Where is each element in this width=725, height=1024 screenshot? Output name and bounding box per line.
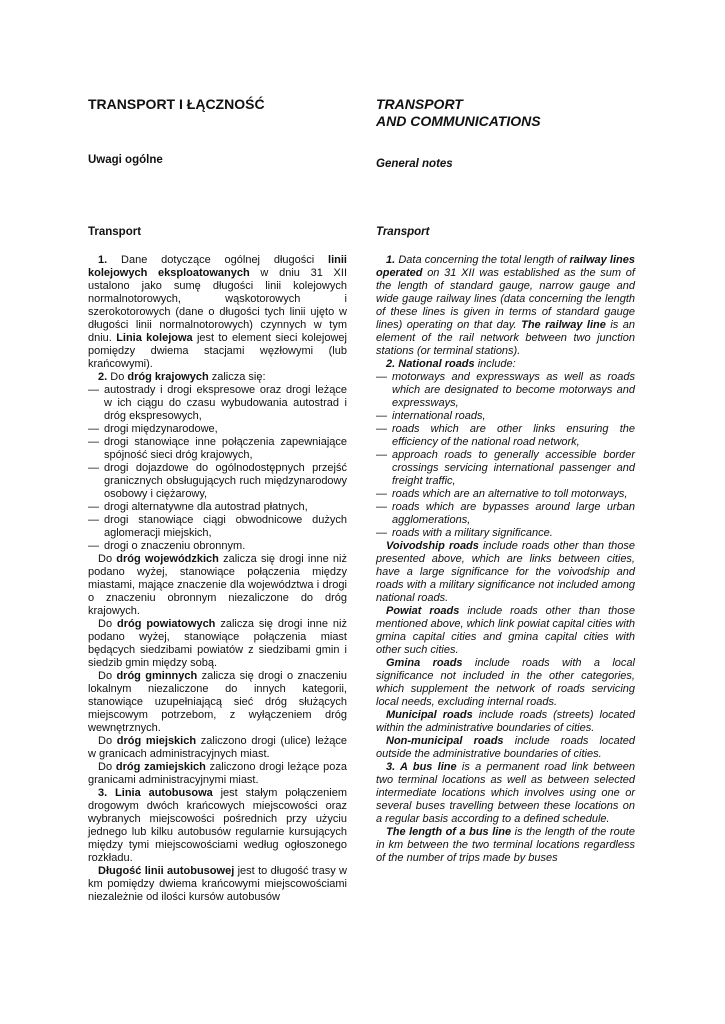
section-heading-en: Transport <box>376 226 430 238</box>
paragraph-railway-pl: 1. Dane dotyczące ogólnej długości linii kolejowych eksploatowanych w dniu 31 XII ustalono jako sumę długości linii kolejowych normalnotorowych, wąskotorowych i szerokotorowych (dane o długości tych linii ujęto w długości linii normalnotorowych) czynnych w tym dniu. Linia kolejowa jest to element sieci kolejowej pomiędzy dwiema stacjami węzłowymi (lub krańcowymi). <box>88 254 347 370</box>
list-item: — autostrady i drogi ekspresowe oraz drogi leżące w ich ciągu do czasu wybudowania autostrad i dróg ekspresowych, <box>88 384 347 422</box>
page-title-pl: TRANSPORT I ŁĄCZNOŚĆ <box>88 96 265 112</box>
title-line-2: AND COMMUNICATIONS <box>376 113 541 129</box>
list-item: — drogi dojazdowe do ogólnodostępnych przejść granicznych obsługujących ruch międzynarodowy osobowy i ciężarowy, <box>88 462 347 500</box>
national-roads-list-pl <box>88 384 347 553</box>
english-column <box>376 96 636 864</box>
list-item: — drogi o znaczeniu obronnym. <box>88 540 246 552</box>
list-item: — roads with a military significance. <box>376 527 553 539</box>
page-title-en <box>376 96 635 130</box>
list-item: — roads which are an alternative to toll motorways, <box>376 488 628 500</box>
polish-column <box>88 96 347 903</box>
paragraph-national-roads-en: 2. National roads include: <box>386 358 516 370</box>
paragraph-non-municipal-roads-pl: Do dróg zamiejskich zaliczono drogi leżące poza granicami administracyjnymi miast. <box>88 761 347 786</box>
list-item: — roads which are other links ensuring the efficiency of the national road network, <box>376 423 635 448</box>
paragraph-bus-line-length-pl: Długość linii autobusowej jest to długość trasy w km pomiędzy dwiema krańcowymi miejscowościami niezależnie od ilości kursów autobusów <box>88 865 347 903</box>
paragraph-bus-line-length-en: The length of a bus line is the length of the route in km between the two terminal locations regardless of the number of trips made by buses <box>376 826 635 864</box>
paragraph-gmina-roads-pl: Do dróg gminnych zalicza się drogi o znaczeniu lokalnym niezaliczone do innych kategorii, stanowiące uzupełniającą sieć dróg służących miejscowym potrzebom, z wyłączeniem dróg wewnętrznych. <box>88 670 347 734</box>
paragraph-powiat-roads-pl: Do dróg powiatowych zalicza się drogi inne niż podano wyżej, stanowiące połączenia miast będących siedzibami powiatów z siedzibami gmin i siedzib gmin między sobą. <box>88 618 347 669</box>
title-line-1: TRANSPORT <box>376 96 463 112</box>
paragraph-national-roads-pl: 2. Do dróg krajowych zalicza się: <box>98 371 266 383</box>
list-item: — drogi alternatywne dla autostrad płatnych, <box>88 501 308 513</box>
list-item: — roads which are bypasses around large urban agglomerations, <box>376 501 635 526</box>
list-item: — drogi stanowiące inne połączenia zapewniające spójność sieci dróg krajowych, <box>88 436 347 461</box>
general-notes-heading-en: General notes <box>376 158 453 170</box>
paragraph-gmina-roads-en: Gmina roads include roads with a local significance not included in the other categories, which supplement the network of roads servicing local needs, excluding internal roads. <box>376 657 635 708</box>
list-item: — drogi międzynarodowe, <box>88 423 218 435</box>
paragraph-voivodship-roads-pl: Do dróg wojewódzkich zalicza się drogi inne niż podano wyżej, stanowiące połączenia między miastami, mające znaczenie dla województwa i drogi o znaczeniu obronnym niezaliczone do dróg krajowych. <box>88 553 347 617</box>
paragraph-railway-en: 1. Data concerning the total length of railway lines operated on 31 XII was established as the sum of the length of standard gauge, narrow gauge and wide gauge railway lines (data concerning the length of these lines is given in terms of standard gauge lines) operating on that day. The railway line is an element of the rail network between two junction stations (or terminal stations). <box>376 254 636 357</box>
paragraph-bus-line-pl: 3. Linia autobusowa jest stałym połączeniem drogowym dwóch krańcowych miejscowości oraz wybranych miejscowości pośrednich przy użyciu jednego lub kilku autobusów regularnie kursujących między tymi miejscowościami według ogłoszonego rozkładu. <box>88 787 347 864</box>
paragraph-voivodship-roads-en: Voivodship roads include roads other than those presented above, which are links between cities, have a large significance for the voivodship and roads with a military significance not included among national roads. <box>376 540 636 604</box>
list-item: — approach roads to generally accessible border crossings servicing international passenger and freight traffic, <box>376 449 635 487</box>
list-item: — international roads, <box>376 410 486 422</box>
body-text-en <box>376 254 635 865</box>
national-roads-list-en <box>376 371 635 540</box>
list-item: — motorways and expressways as well as roads which are designated to become motorways and expressways, <box>376 371 635 409</box>
list-item: — drogi stanowiące ciągi obwodnicowe dużych aglomeracji miejskich, <box>88 514 347 539</box>
body-text-pl <box>88 254 347 904</box>
paragraph-non-municipal-roads-en: Non-municipal roads include roads located outside the administrative boundaries of cities. <box>376 735 635 760</box>
general-notes-heading-pl: Uwagi ogólne <box>88 154 163 166</box>
section-heading-pl: Transport <box>88 226 142 238</box>
paragraph-powiat-roads-en: Powiat roads include roads other than those mentioned above, which link powiat capital cities with gmina capital cities and gmina capital cities with other such cities. <box>376 605 635 656</box>
paragraph-municipal-roads-pl: Do dróg miejskich zaliczono drogi (ulice) leżące w granicach administracyjnych miast. <box>88 735 347 760</box>
paragraph-bus-line-en: 3. A bus line is a permanent road link between two terminal locations as well as between selected intermediate locations which involves using one or several buses travelling between these locations on a regular basis according to a defined schedule. <box>376 761 635 825</box>
paragraph-municipal-roads-en: Municipal roads include roads (streets) located within the administrative boundaries of cities. <box>376 709 635 734</box>
